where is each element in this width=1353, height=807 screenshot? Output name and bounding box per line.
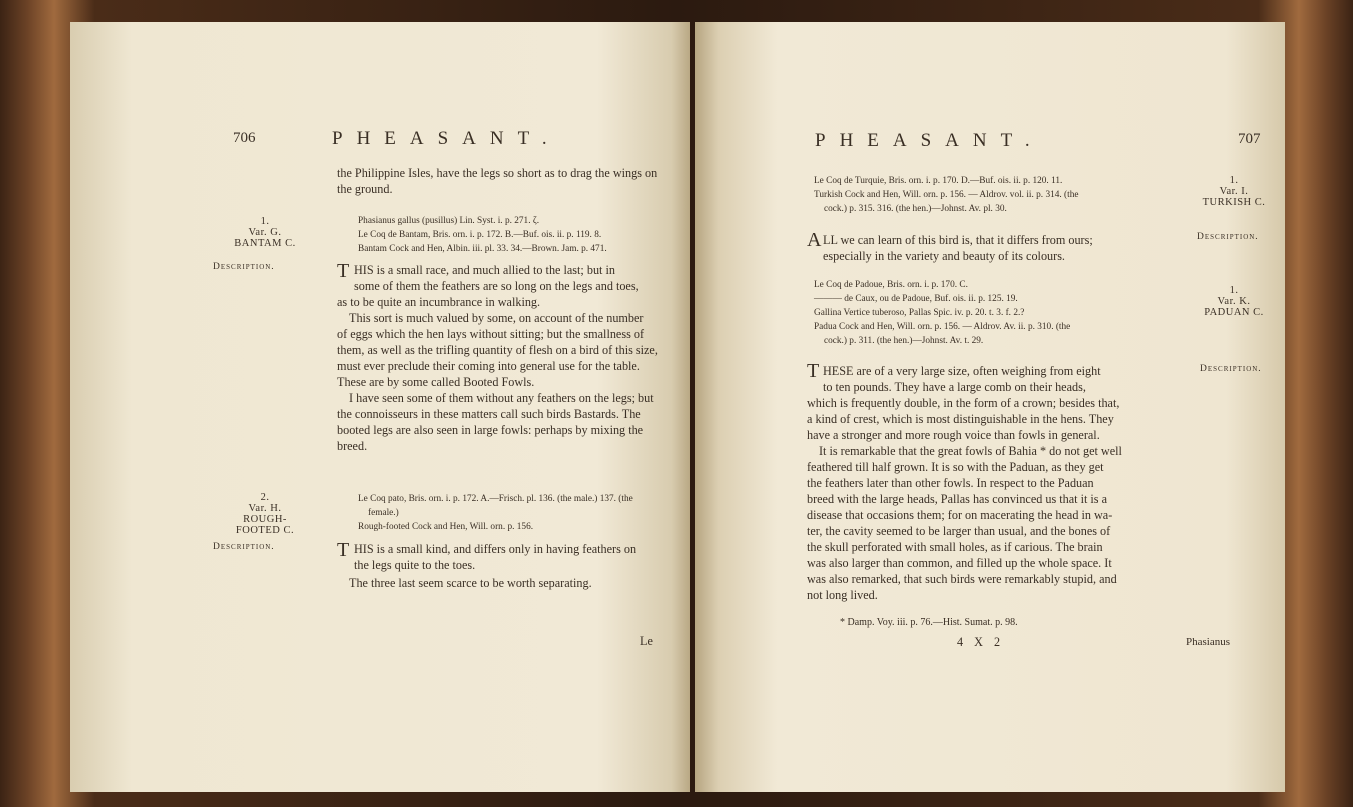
paragraph-line: the legs quite to the toes.: [354, 558, 476, 572]
variety-name: PADUAN C.: [1204, 307, 1264, 318]
variety-name: FOOTED C.: [235, 525, 295, 536]
variety-label: Var. K.: [1217, 296, 1251, 307]
paragraph-line: as to be quite an incumbrance in walking.: [337, 295, 541, 309]
paragraph-line: was also larger than common, and filled up the whole space. It: [807, 556, 1112, 570]
paragraph-line: have a stronger and more rough voice than fowls in general.: [807, 428, 1100, 442]
synonym-line: Gallina Vertice tuberoso, Pallas Spic. iv. p. 20. t. 3. f. 2.?: [814, 308, 1025, 318]
synonym-line: Le Coq de Padoue, Bris. orn. i. p. 170. C.: [814, 280, 968, 290]
variety-number: 2.: [260, 492, 270, 503]
synonym-line: cock.) p. 315. 316. (the hen.)—Johnst. Av. pl. 30.: [824, 204, 1007, 214]
paragraph-line: I have seen some of them without any feathers on the legs; but: [349, 391, 654, 405]
drop-cap: A: [807, 229, 822, 251]
synonym-line: Padua Cock and Hen, Will. orn. p. 156. — Aldrov. Av. ii. p. 310. (the: [814, 322, 1071, 332]
variety-number: 1.: [1229, 175, 1239, 186]
page-number: 707: [1238, 131, 1261, 147]
paragraph-line: LL we can learn of this bird is, that it differs from ours;: [823, 233, 1093, 247]
paragraph-line: to ten pounds. They have a large comb on their heads,: [823, 380, 1086, 394]
paragraph-line: HESE are of a very large size, often weighing from eight: [823, 364, 1101, 378]
synonym-line: cock.) p. 311. (the hen.)—Johnst. Av. t. 29.: [824, 336, 984, 346]
paragraph-line: the feathers later than other fowls. In respect to the Paduan: [807, 476, 1094, 490]
synonym-line: Rough-footed Cock and Hen, Will. orn. p. 156.: [358, 522, 534, 532]
sidenote-var-i: [1186, 175, 1282, 208]
catchword: Le: [640, 634, 653, 648]
paragraph-line: feathered till half grown. It is so with the Paduan, as they get: [807, 460, 1104, 474]
paragraph-line: some of them the feathers are so long on the legs and toes,: [354, 279, 639, 293]
intro-line: the Philippine Isles, have the legs so short as to drag the wings on: [337, 166, 658, 180]
variety-name: TURKISH C.: [1202, 197, 1266, 208]
variety-name: BANTAM C.: [234, 238, 296, 249]
variety-number: 1.: [260, 216, 270, 227]
synonym-line: Turkish Cock and Hen, Will. orn. p. 156. — Aldrov. vol. ii. p. 314. (the: [814, 190, 1079, 200]
variety-number: 1.: [1229, 285, 1239, 296]
paragraph-line: This sort is much valued by some, on account of the number: [349, 311, 644, 325]
drop-cap: T: [337, 260, 350, 282]
drop-cap: T: [807, 360, 820, 382]
description-label: Description.: [213, 542, 275, 552]
paragraph-line: the skull perforated with small holes, as if carious. The brain: [807, 540, 1103, 554]
paragraph-line: ter, the cavity seemed to be larger than usual, and the bones of: [807, 524, 1111, 538]
synonym-line: Le Coq de Bantam, Bris. orn. i. p. 172. B.—Buf. ois. ii. p. 119. 8.: [358, 230, 602, 240]
variety-label: Var. I.: [1219, 186, 1249, 197]
paragraph-line: a kind of crest, which is most distinguishable in the hens. They: [807, 412, 1114, 426]
synonym-line: Bantam Cock and Hen, Albin. iii. pl. 33. 34.—Brown. Jam. p. 471.: [358, 244, 607, 254]
paragraph-line: breed with the large heads, Pallas has convinced us that it is a: [807, 492, 1107, 506]
description-label: Description.: [1200, 364, 1262, 374]
paragraph-line: The three last seem scarce to be worth separating.: [349, 576, 592, 590]
paragraph-line: not long lived.: [807, 588, 878, 602]
signature-mark: 4 X 2: [957, 635, 1005, 649]
sidenote-var-h: [220, 492, 310, 536]
paragraph-line: breed.: [337, 439, 368, 453]
catchword: Phasianus: [1186, 636, 1230, 648]
synonym-line: Le Coq de Turquie, Bris. orn. i. p. 170. D.—Buf. ois. ii. p. 120. 11.: [814, 176, 1063, 186]
running-head: PHEASANT.: [815, 130, 1044, 151]
sidenote-var-g: [220, 216, 310, 249]
paragraph-line: especially in the variety and beauty of its colours.: [823, 249, 1065, 263]
synonym-line: female.): [368, 508, 399, 518]
synonym-line: Phasianus gallus (pusillus) Lin. Syst. i. p. 271. ζ.: [358, 216, 540, 226]
paragraph-line: It is remarkable that the great fowls of Bahia * do not get well: [819, 444, 1122, 458]
paragraph-line: HIS is a small kind, and differs only in having feathers on: [354, 542, 637, 556]
intro-line: the ground.: [337, 182, 393, 196]
paragraph-line: HIS is a small race, and much allied to the last; but in: [354, 263, 615, 277]
page-number: 706: [233, 130, 256, 146]
paragraph-line: of eggs which the hen lays without sitting; but the smallness of: [337, 327, 645, 341]
footnote: * Damp. Voy. iii. p. 76.—Hist. Sumat. p. 98.: [840, 617, 1018, 628]
paragraph-line: the connoisseurs in these matters call such birds Bastards. The: [337, 407, 641, 421]
paragraph-line: them, as well as the trifling quantity of flesh on a bird of this size,: [337, 343, 658, 357]
variety-label: Var. G.: [248, 227, 282, 238]
right-page: [695, 22, 1285, 792]
synonym-line: ——— de Caux, ou de Padoue, Buf. ois. ii. p. 125. 19.: [814, 294, 1018, 304]
description-label: Description.: [213, 262, 275, 272]
paragraph-line: disease that occasions them; for on macerating the head in wa-: [807, 508, 1113, 522]
running-head: PHEASANT.: [332, 128, 561, 149]
paragraph-line: These are by some called Booted Fowls.: [337, 375, 535, 389]
left-page: [70, 22, 690, 792]
drop-cap: T: [337, 539, 350, 561]
sidenote-var-k: [1186, 285, 1282, 318]
variety-name: ROUGH-: [243, 514, 287, 525]
paragraph-line: was also remarked, that such birds were remarkably stupid, and: [807, 572, 1117, 586]
description-label: Description.: [1197, 232, 1259, 242]
synonym-line: Le Coq pato, Bris. orn. i. p. 172. A.—Frisch. pl. 136. (the male.) 137. (the: [358, 494, 633, 504]
paragraph-line: booted legs are also seen in large fowls: perhaps by mixing the: [337, 423, 644, 437]
paragraph-line: must ever preclude their coming into general use for the table.: [337, 359, 640, 373]
variety-label: Var. H.: [248, 503, 282, 514]
paragraph-line: which is frequently double, in the form of a crown; besides that,: [807, 396, 1120, 410]
